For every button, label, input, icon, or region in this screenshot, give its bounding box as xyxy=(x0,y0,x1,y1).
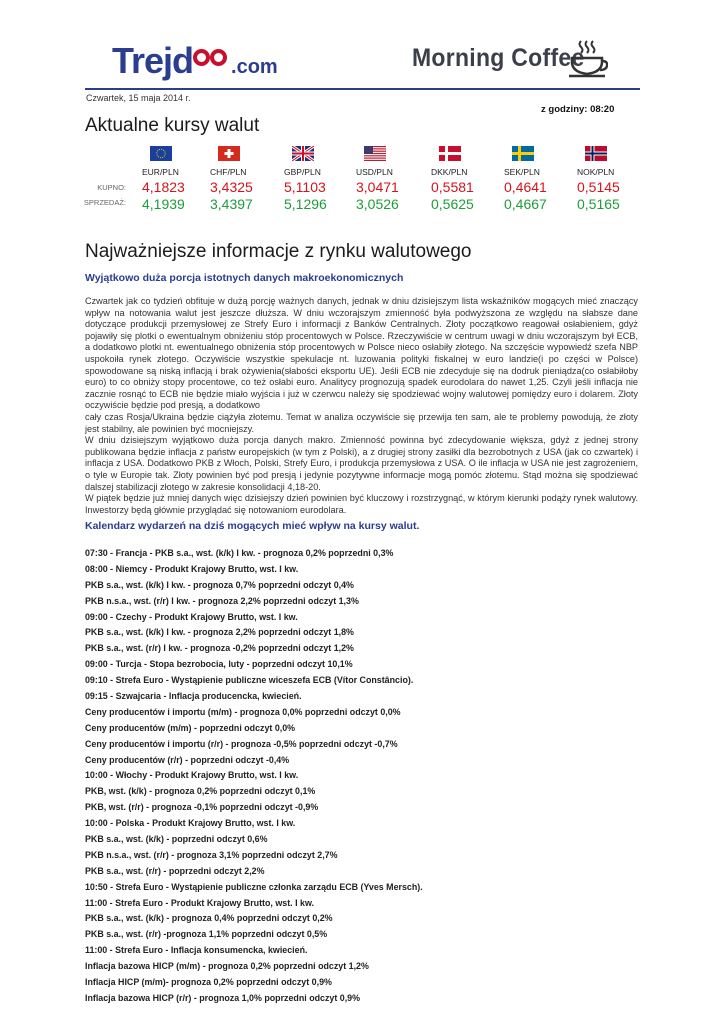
rates-table xyxy=(134,146,634,216)
sell-label: SPRZEDAŻ: xyxy=(83,198,126,207)
issue-time: z godziny: 08:20 xyxy=(541,104,615,115)
denmark-flag-icon xyxy=(439,146,461,161)
pair-label: USD/PLN xyxy=(356,167,393,177)
sell-value: 0,5165 xyxy=(577,196,620,212)
calendar-event: 10:00 - Polska - Produkt Krajowy Brutto, wst. I kw. xyxy=(85,818,296,829)
sell-value: 4,1939 xyxy=(142,196,185,212)
calendar-event: 09:00 - Turcja - Stopa bezrobocia, luty - poprzedni odczyt 10,1% xyxy=(85,659,353,670)
calendar-event: PKB s.a., wst. (k/k) I kw. - prognoza 0,7% poprzedni odczyt 0,4% xyxy=(85,579,354,590)
us-flag-icon xyxy=(364,146,386,161)
logo-text: Trejd xyxy=(112,40,194,81)
sell-value: 3,4397 xyxy=(210,196,253,212)
sweden-flag-icon xyxy=(512,146,534,161)
calendar-event: Ceny producentów (r/r) - poprzedni odczyt -0,4% xyxy=(85,754,290,765)
calendar-event: PKB n.s.a., wst. (r/r) - prognoza 3,1% poprzedni odczyt 2,7% xyxy=(85,849,338,860)
news-paragraph: cały czas Rosja/Ukraina będzie ciążyła złotemu. Temat w analiza oczywiście się przewija ten sam, ale te problemy powodują, że złoty jest stabilny, ale powinien być mocniejszy. xyxy=(85,411,638,434)
buy-value: 5,1103 xyxy=(284,179,326,195)
calendar-event: PKB s.a., wst. (k/k) I kw. - prognoza 2,2% poprzedni odczyt 1,8% xyxy=(85,627,354,638)
calendar-event: PKB, wst. (k/k) - prognoza 0,2% poprzedni odczyt 0,1% xyxy=(85,786,316,797)
newsletter-title: Morning Coffee xyxy=(412,44,585,72)
calendar-event: PKB s.a., wst. (k/k) - prognoza 0,4% poprzedni odczyt 0,2% xyxy=(85,913,333,924)
switzerland-flag-icon xyxy=(218,146,240,161)
logo-suffix: .com xyxy=(231,56,278,78)
calendar-event: PKB s.a., wst. (r/r) - poprzedni odczyt 2,2% xyxy=(85,865,265,876)
issue-date: Czwartek, 15 maja 2014 r. xyxy=(86,93,191,103)
logo-rings-icon xyxy=(193,47,231,75)
calendar-event: 10:50 - Strefa Euro - Wystąpienie publiczne członka zarządu ECB (Yves Mersch). xyxy=(85,881,423,892)
calendar-event: Inflacja bazowa HICP (r/r) - prognoza 1,0% poprzedni odczyt 0,9% xyxy=(85,992,361,1003)
buy-value: 0,5145 xyxy=(577,179,620,195)
sell-value: 3,0526 xyxy=(356,196,399,212)
buy-value: 0,4641 xyxy=(504,179,547,195)
calendar-event: 09:00 - Czechy - Produkt Krajowy Brutto, wst. I kw. xyxy=(85,611,298,622)
calendar-event: 09:15 - Szwajcaria - Inflacja producencka, kwiecień. xyxy=(85,691,302,702)
buy-value: 4,1823 xyxy=(142,179,185,195)
calendar-event: PKB s.a., wst. (k/k) - poprzedni odczyt 0,6% xyxy=(85,834,268,845)
calendar-heading: Kalendarz wydarzeń na dziś mogących mieć wpływ na kursy walut. xyxy=(85,520,420,532)
news-paragraph: Czwartek jak co tydzień obfituje w dużą porcję ważnych danych, jednak w dniu dzisiejszym lista wskaźników mogących mieć znaczący wpływ na notowania walut jest jeszcze dłuższa. W dniu wczorajszym zmienność była podwyższona ze względu na słabsze dane dotyczące produkcji przemysłowej ze Strefy Euro i informacji z Banków Centralnych. Złoty początkowo reagował osłabieniem, gdyż pojawiły się plotki o ewentualnym obniżeniu stóp procentowych w Polsce. Rzeczywiście w centrum uwagi w dniu wczorajszym był ECB, a dodatkowo plotki nt. ewentualnego obniżenia stóp procentowych w Polsce nieco osłabiły złotego. Na szczęście wypowiedź szefa NBP uspokoiła rynek złotego. Oczywiście wszystkie spekulacje nt. luzowania polityki fiskalnej w euro landzie(i po części w Polsce) spowodowane są niską inflacją i brak ożywienia(słabości eksportu UE). Jeśli ECB nie zdecyduje się na dodruk pieniądza(co osłabiłoby euro) to co obniży stopy procentowe, co też osłabi euro. Analitycy prognozują spadek eurodolara do nawet 1,25. Czyli jeśli inflacja nie zacznie rosnąć to ECB nie będzie miało wyjścia i już w czerwcu należy się spodziewać wojny walutowej pomiędzy euro i dolarem. Złoty oczywiście będzie pod presją, a dodatkowo xyxy=(85,296,638,411)
calendar-event: PKB n.s.a., wst. (r/r) I kw. - prognoza 2,2% poprzedni odczyt 1,3% xyxy=(85,595,359,606)
norway-flag-icon xyxy=(585,146,607,161)
news-paragraph: W piątek będzie już mniej danych więc dzisiejszy dzień powinien być kluczowy i rozstrzygnąć, w którym kierunki podąży rynek walutowy. Inwestorzy będą głównie przyglądać się notowaniom eurodolara. xyxy=(85,493,638,515)
pair-label: SEK/PLN xyxy=(504,167,540,177)
pair-label: EUR/PLN xyxy=(142,167,179,177)
sell-value: 0,4667 xyxy=(504,196,547,212)
calendar-event: Ceny producentów (m/m) - poprzedni odczyt 0,0% xyxy=(85,722,296,733)
calendar-event: 11:00 - Strefa Euro - Inflacja konsumencka, kwiecień. xyxy=(85,945,308,956)
buy-value: 0,5581 xyxy=(431,179,474,195)
calendar-event: Ceny producentów i importu (m/m) - prognoza 0,0% poprzedni odczyt 0,0% xyxy=(85,706,401,717)
calendar-event: 09:10 - Strefa Euro - Wystąpienie publiczne wiceszefa ECB (Vítor Constâncio). xyxy=(85,675,414,686)
header-divider xyxy=(85,88,640,90)
rates-heading: Aktualne kursy walut xyxy=(85,115,260,136)
calendar-event: Inflacja HICP (m/m)- prognoza 0,2% poprzedni odczyt 0,9% xyxy=(85,977,332,988)
coffee-cup-icon xyxy=(566,38,608,80)
eu-flag-icon xyxy=(150,146,172,161)
calendar-event: 07:30 - Francja - PKB s.a., wst. (k/k) I kw. - prognoza 0,2% poprzedni 0,3% xyxy=(85,548,394,558)
calendar-event: PKB s.a., wst. (r/r) -prognoza 1,1% poprzedni odczyt 0,5% xyxy=(85,929,328,940)
pair-label: DKK/PLN xyxy=(431,167,468,177)
calendar-events xyxy=(85,546,645,1007)
pair-label: GBP/PLN xyxy=(284,167,321,177)
sell-value: 5,1296 xyxy=(284,196,327,212)
calendar-event: Inflacja bazowa HICP (m/m) - prognoza 0,2% poprzedni odczyt 1,2% xyxy=(85,961,369,972)
pair-label: CHF/PLN xyxy=(210,167,247,177)
uk-flag-icon xyxy=(292,146,314,161)
calendar-event: 10:00 - Włochy - Produkt Krajowy Brutto, wst. I kw. xyxy=(85,770,299,781)
calendar-event: PKB, wst. (r/r) - prognoza -0,1% poprzedni odczyt -0,9% xyxy=(85,802,319,813)
buy-label: KUPNO: xyxy=(97,183,126,192)
news-paragraph: W dniu dzisiejszym wyjątkowo duża porcja danych makro. Zmienność powinna być zdecydowanie większa, gdyż z jednej strony publikowana będzie inflacja z państw europejskich (w tym z Polski), a z drugiej strony zasiłki dla bezrobotnych z USA (jak co czwartek) i inflacja z USA. Dodatkowo PKB z Włoch, Polski, Strefy Euro, i produkcja przemysłowa z USA. O ile inflacja w USA nie jest zagrożeniem, o tyle w Europie tak. Złoty powinien być pod presją i jedynie pozytywne informacje mogą pomóc złotemu. Stąd można się spodziewać dalszej stabilizacji złotego w zakresie konsolidacji 4,18-20. xyxy=(85,435,638,492)
calendar-event: PKB s.a., wst. (r/r) I kw. - prognoza -0,2% poprzedni odczyt 1,2% xyxy=(85,643,354,654)
news-heading: Najważniejsze informacje z rynku walutowego xyxy=(85,241,472,262)
calendar-event: 11:00 - Strefa Euro - Produkt Krajowy Brutto, wst. I kw. xyxy=(85,897,314,908)
sell-value: 0,5625 xyxy=(431,196,474,212)
news-subheading: Wyjątkowo duża porcja istotnych danych makroekonomicznych xyxy=(85,272,404,284)
calendar-event: Ceny producentów i importu (r/r) - prognoza -0,5% poprzedni odczyt -0,7% xyxy=(85,738,398,749)
buy-value: 3,4325 xyxy=(210,179,253,195)
news-body xyxy=(85,296,638,516)
trejdoo-logo[interactable] xyxy=(112,40,278,80)
pair-label: NOK/PLN xyxy=(577,167,615,177)
calendar-event: 08:00 - Niemcy - Produkt Krajowy Brutto, wst. I kw. xyxy=(85,563,299,574)
buy-value: 3,0471 xyxy=(356,179,399,195)
